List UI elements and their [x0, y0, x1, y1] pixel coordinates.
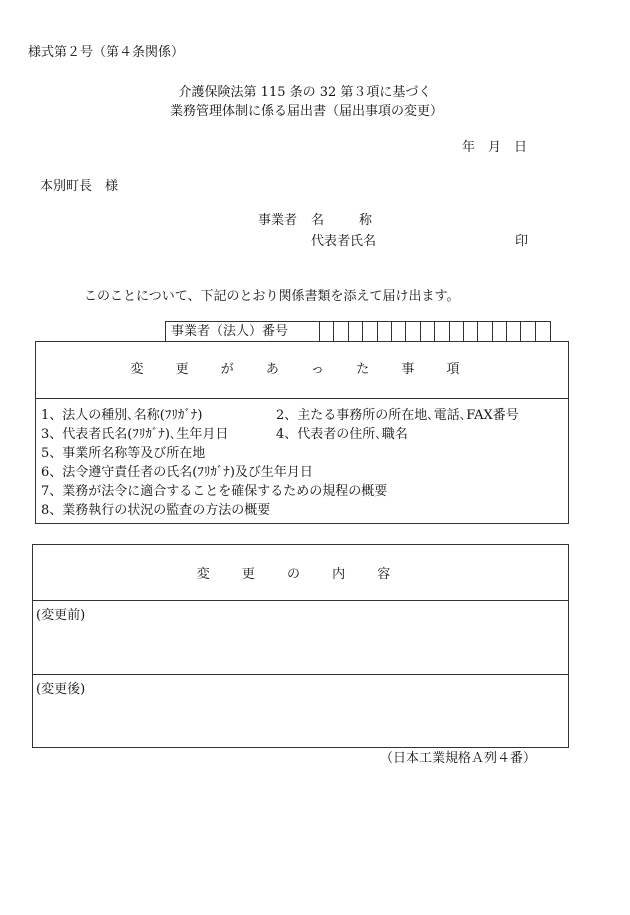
applicant-label: 事業者	[258, 213, 298, 228]
business-number-digit-box[interactable]	[493, 322, 507, 342]
document-title	[170, 83, 444, 121]
addressee: 本別町長 様	[40, 179, 119, 194]
representative-name-label: 代表者氏名	[311, 234, 377, 249]
change-items-header: 変 更 が あ っ た 事 項	[36, 342, 568, 399]
business-number-label: 事業者（法人）番号	[166, 322, 320, 342]
business-number-digit-box[interactable]	[363, 322, 377, 342]
change-item-row	[41, 463, 568, 482]
business-number-digit-box[interactable]	[392, 322, 406, 342]
date-field: 年 月 日	[462, 140, 528, 155]
business-number-digit-box[interactable]	[521, 322, 535, 342]
before-change-label: (変更前)	[36, 608, 86, 623]
business-number-digit-box[interactable]	[334, 322, 348, 342]
business-number-digit-box[interactable]	[536, 322, 550, 342]
change-item[interactable]: 5、事業所名称等及び所在地	[41, 446, 206, 461]
title-line-2: 業務管理体制に係る届出書（届出事項の変更）	[170, 104, 444, 119]
change-item[interactable]: 3、代表者氏名(ﾌﾘｶﾞﾅ)､生年月日	[41, 427, 229, 442]
change-item[interactable]: 6、法令遵守責任者の氏名(ﾌﾘｶﾞﾅ)及び生年月日	[41, 465, 313, 480]
seal-mark: 印	[515, 234, 529, 249]
business-number-digit-box[interactable]	[349, 322, 363, 342]
change-item-row	[41, 406, 568, 425]
change-items-list	[36, 399, 568, 520]
paper-size-note: （日本工業規格Ａ列４番）	[380, 751, 537, 766]
before-change-field[interactable]	[33, 601, 568, 674]
change-item[interactable]: 8、業務執行の状況の監査の方法の概要	[41, 503, 271, 518]
change-item[interactable]: 4、代表者の住所､職名	[276, 427, 408, 442]
business-number-digit-box[interactable]	[464, 322, 478, 342]
business-number-digit-box[interactable]	[378, 322, 392, 342]
title-line-1: 介護保険法第 115 条の 32 第３項に基づく	[178, 85, 432, 100]
business-number-digit-box[interactable]	[478, 322, 492, 342]
business-number-digit-box[interactable]	[507, 322, 521, 342]
change-item-row	[41, 444, 568, 463]
applicant-name-label: 名 称	[311, 213, 376, 228]
business-number-digit-box[interactable]	[406, 322, 420, 342]
business-number-digit-box[interactable]	[450, 322, 464, 342]
business-number-row	[165, 321, 551, 342]
change-item-row	[41, 425, 568, 444]
change-item[interactable]: 2、主たる事務所の所在地､電話､FAX番号	[276, 408, 519, 423]
change-item[interactable]: 7、業務が法令に適合することを確保するための規程の概要	[41, 484, 388, 499]
change-item[interactable]: 1、法人の種別､名称(ﾌﾘｶﾞﾅ)	[41, 408, 203, 423]
change-item-row	[41, 501, 568, 520]
business-number-digit-box[interactable]	[421, 322, 435, 342]
after-change-field[interactable]	[33, 674, 568, 747]
change-items-box	[35, 341, 569, 524]
form-number: 様式第２号（第４条関係）	[28, 45, 185, 60]
change-content-box	[32, 544, 569, 748]
after-change-label: (変更後)	[36, 682, 86, 697]
business-number-digit-box[interactable]	[435, 322, 449, 342]
business-number-digit-box[interactable]	[320, 322, 334, 342]
intro-text: このことについて、下記のとおり関係書類を添えて届け出ます。	[84, 289, 460, 304]
change-content-header: 変 更 の 内 容	[33, 545, 568, 601]
change-item-row	[41, 482, 568, 501]
